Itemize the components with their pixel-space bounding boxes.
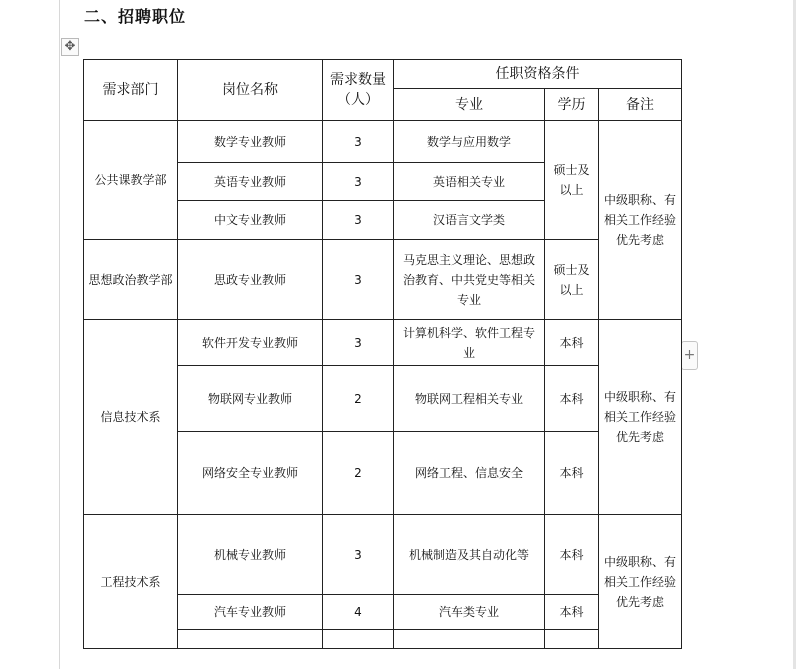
page-border-left (59, 0, 60, 669)
major-cell: 马克思主义理论、思想政治教育、中共党史等相关专业 (394, 240, 545, 320)
position-cell: 软件开发专业教师 (178, 320, 323, 366)
count-cell: 2 (323, 366, 394, 432)
major-cell: 汽车类专业 (394, 595, 545, 630)
position-cell: 机械专业教师 (178, 515, 323, 595)
count-cell: 3 (323, 201, 394, 240)
dept-cell: 公共课教学部 (84, 121, 178, 240)
header-row-1 (84, 60, 682, 89)
header-major: 专业 (394, 89, 545, 121)
section-heading: 二、招聘职位 (84, 7, 187, 26)
count-cell: 3 (323, 163, 394, 201)
count-cell: 3 (323, 121, 394, 163)
degree-cell: 本科 (545, 432, 599, 515)
position-cell: 中文专业教师 (178, 201, 323, 240)
degree-cell: 本科 (545, 515, 599, 595)
position-cell: 思政专业教师 (178, 240, 323, 320)
header-degree: 学历 (545, 89, 599, 121)
header-remark: 备注 (599, 89, 682, 121)
major-cell: 物联网工程相关专业 (394, 366, 545, 432)
header-dept: 需求部门 (84, 60, 178, 121)
header-count: 需求数量（人） (323, 60, 394, 121)
table-row (84, 240, 682, 320)
degree-cell: 硕士及以上 (545, 240, 599, 320)
position-cell: 物联网专业教师 (178, 366, 323, 432)
major-cell: 网络工程、信息安全 (394, 432, 545, 515)
degree-cell: 本科 (545, 366, 599, 432)
count-cell: 4 (323, 595, 394, 630)
remark-cell: 中级职称、有相关工作经验优先考虑 (599, 515, 682, 649)
table-row (84, 320, 682, 366)
dept-cell: 工程技术系 (84, 515, 178, 649)
major-cell: 机械制造及其自动化等 (394, 515, 545, 595)
header-qualification: 任职资格条件 (394, 60, 682, 89)
table-row (84, 515, 682, 595)
header-position: 岗位名称 (178, 60, 323, 121)
empty-cell (323, 630, 394, 649)
count-cell: 3 (323, 240, 394, 320)
table-row (84, 121, 682, 163)
position-cell: 数学专业教师 (178, 121, 323, 163)
remark-cell: 中级职称、有相关工作经验优先考虑 (599, 320, 682, 515)
major-cell: 计算机科学、软件工程专业 (394, 320, 545, 366)
move-icon[interactable]: ✥ (61, 38, 79, 56)
degree-cell: 本科 (545, 320, 599, 366)
dept-cell: 信息技术系 (84, 320, 178, 515)
major-cell: 英语相关专业 (394, 163, 545, 201)
count-cell: 3 (323, 515, 394, 595)
remark-cell: 中级职称、有相关工作经验优先考虑 (599, 121, 682, 320)
dept-cell: 思想政治教学部 (84, 240, 178, 320)
degree-cell: 本科 (545, 595, 599, 630)
count-cell: 2 (323, 432, 394, 515)
empty-cell (178, 630, 323, 649)
plus-icon[interactable]: + (681, 341, 698, 370)
major-cell: 汉语言文学类 (394, 201, 545, 240)
empty-cell (394, 630, 545, 649)
position-cell: 英语专业教师 (178, 163, 323, 201)
job-table (83, 59, 682, 649)
count-cell: 3 (323, 320, 394, 366)
degree-cell: 硕士及以上 (545, 121, 599, 240)
position-cell: 汽车专业教师 (178, 595, 323, 630)
empty-cell (545, 630, 599, 649)
position-cell: 网络安全专业教师 (178, 432, 323, 515)
major-cell: 数学与应用数学 (394, 121, 545, 163)
